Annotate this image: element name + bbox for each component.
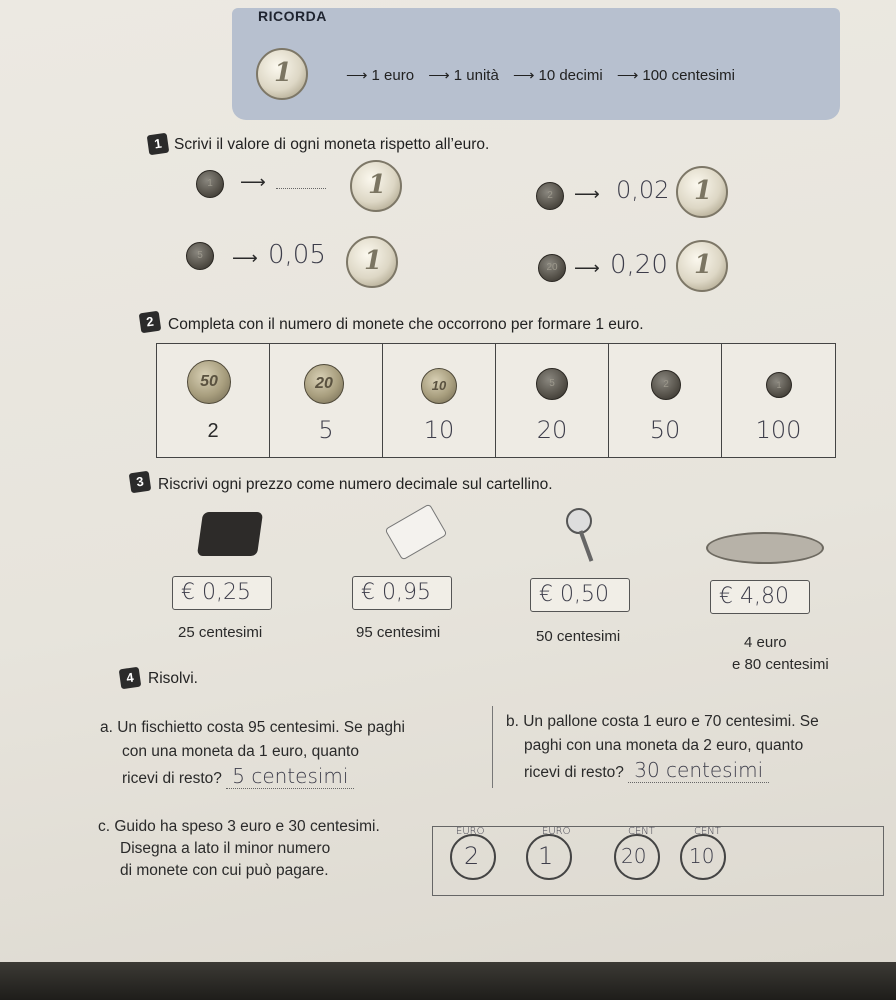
table-cell bbox=[609, 344, 722, 457]
pizza-icon bbox=[706, 532, 824, 564]
coin-20-cent-icon: 20 bbox=[304, 364, 344, 404]
problem-b: b. Un pallone costa 1 euro e 70 centesimi. Se paghi con una moneta da 2 euro, quanto ricevi di resto? 30 centesimi bbox=[506, 713, 819, 782]
ricorda-equivalence: ⟶ 1 euro ⟶ 1 unità ⟶ 10 decimi ⟶ 100 centesimi bbox=[346, 67, 735, 84]
coin-1-cent-icon: 1 bbox=[766, 372, 792, 398]
price-tag-4[interactable]: € 4,80 bbox=[710, 580, 810, 614]
coin-5-cent-icon: 5 bbox=[186, 242, 214, 270]
price-label-1: 25 centesimi bbox=[178, 624, 263, 641]
desk-edge bbox=[0, 962, 896, 1000]
coin-2-cent-icon: 2 bbox=[651, 370, 681, 400]
ricorda-box bbox=[232, 8, 840, 120]
euro-coin-icon: 1 bbox=[676, 240, 728, 292]
ex1-answer-2[interactable]: 0,02 bbox=[616, 176, 670, 204]
price-label-4a: 4 euro bbox=[744, 634, 787, 651]
problem-a: a. Un fischietto costa 95 centesimi. Se paghi con una moneta da 1 euro, quanto ricevi di resto? 5 centesimi bbox=[100, 719, 405, 788]
arrow-icon: ⟶ bbox=[574, 258, 600, 278]
table-value[interactable]: 50 bbox=[649, 416, 681, 444]
ex1-answer-4[interactable]: 0,20 bbox=[610, 250, 668, 280]
table-cell bbox=[496, 344, 609, 457]
ricorda-title: RICORDA bbox=[258, 8, 327, 24]
table-cell bbox=[270, 344, 383, 457]
arrow-icon: ⟶ bbox=[574, 184, 600, 204]
exercise-3-badge: 3 bbox=[129, 471, 152, 494]
table-value: 2 bbox=[207, 420, 219, 442]
price-tag-2[interactable]: € 0,95 bbox=[352, 576, 452, 610]
exercise-3-instruction: Riscrivi ogni prezzo come numero decimale sul cartellino. bbox=[158, 476, 553, 493]
coins-table bbox=[156, 343, 836, 458]
price-label-2: 95 centesimi bbox=[356, 624, 441, 641]
price-label-3: 50 centesimi bbox=[536, 628, 621, 645]
price-tag-1[interactable]: € 0,25 bbox=[172, 576, 272, 610]
coin-2-cent-icon: 2 bbox=[536, 182, 564, 210]
euro-coin-icon: 1 bbox=[256, 48, 308, 100]
euro-coin-icon: 1 bbox=[346, 236, 398, 288]
wallet-icon bbox=[197, 512, 263, 556]
lollipop-stick bbox=[579, 530, 594, 561]
exercise-2-badge: 2 bbox=[139, 311, 162, 334]
problem-c: c. Guido ha speso 3 euro e 30 centesimi. Disegna a lato il minor numero di monete con cui può pagare. bbox=[98, 818, 380, 879]
table-value[interactable]: 100 bbox=[755, 416, 802, 444]
answer-b[interactable]: 30 centesimi bbox=[628, 758, 769, 783]
divider bbox=[492, 706, 493, 788]
table-cell bbox=[157, 344, 270, 457]
answer-a[interactable]: 5 centesimi bbox=[226, 764, 354, 789]
ex1-answer-3[interactable]: 0,05 bbox=[268, 240, 326, 270]
ex1-answer-1[interactable] bbox=[276, 168, 326, 189]
exercise-4-badge: 4 bbox=[119, 667, 142, 690]
drawn-coin-20-cent: CENT 20 bbox=[614, 834, 660, 880]
arrow-icon: ⟶ bbox=[232, 248, 258, 268]
arrow-icon: ⟶ bbox=[240, 172, 266, 192]
price-tag-3[interactable]: € 0,50 bbox=[530, 578, 630, 612]
exercise-2-instruction: Completa con il numero di monete che occorrono per formare 1 euro. bbox=[168, 316, 644, 333]
coin-20-cent-icon: 20 bbox=[538, 254, 566, 282]
drawn-coin-2-euro: EURO 2 bbox=[450, 834, 496, 880]
exercise-1-badge: 1 bbox=[147, 133, 170, 156]
lollipop-icon bbox=[566, 508, 592, 534]
coin-10-cent-icon: 10 bbox=[421, 368, 457, 404]
euro-coin-icon: 1 bbox=[350, 160, 402, 212]
eraser-icon bbox=[384, 503, 447, 560]
table-cell bbox=[383, 344, 496, 457]
table-value[interactable]: 5 bbox=[318, 416, 334, 444]
euro-coin-icon: 1 bbox=[676, 166, 728, 218]
drawn-coin-1-euro: EURO 1 bbox=[526, 834, 572, 880]
table-value[interactable]: 10 bbox=[423, 416, 455, 444]
exercise-1-instruction: Scrivi il valore di ogni moneta rispetto all’euro. bbox=[174, 136, 490, 153]
drawn-coin-10-cent: CENT 10 bbox=[680, 834, 726, 880]
table-value[interactable]: 20 bbox=[536, 416, 568, 444]
price-label-4b: e 80 centesimi bbox=[732, 656, 829, 673]
coin-1-cent-icon: 1 bbox=[196, 170, 224, 198]
exercise-4-title: Risolvi. bbox=[148, 670, 198, 687]
table-cell bbox=[722, 344, 835, 457]
coin-5-cent-icon: 5 bbox=[536, 368, 568, 400]
coin-50-cent-icon: 50 bbox=[187, 360, 231, 404]
